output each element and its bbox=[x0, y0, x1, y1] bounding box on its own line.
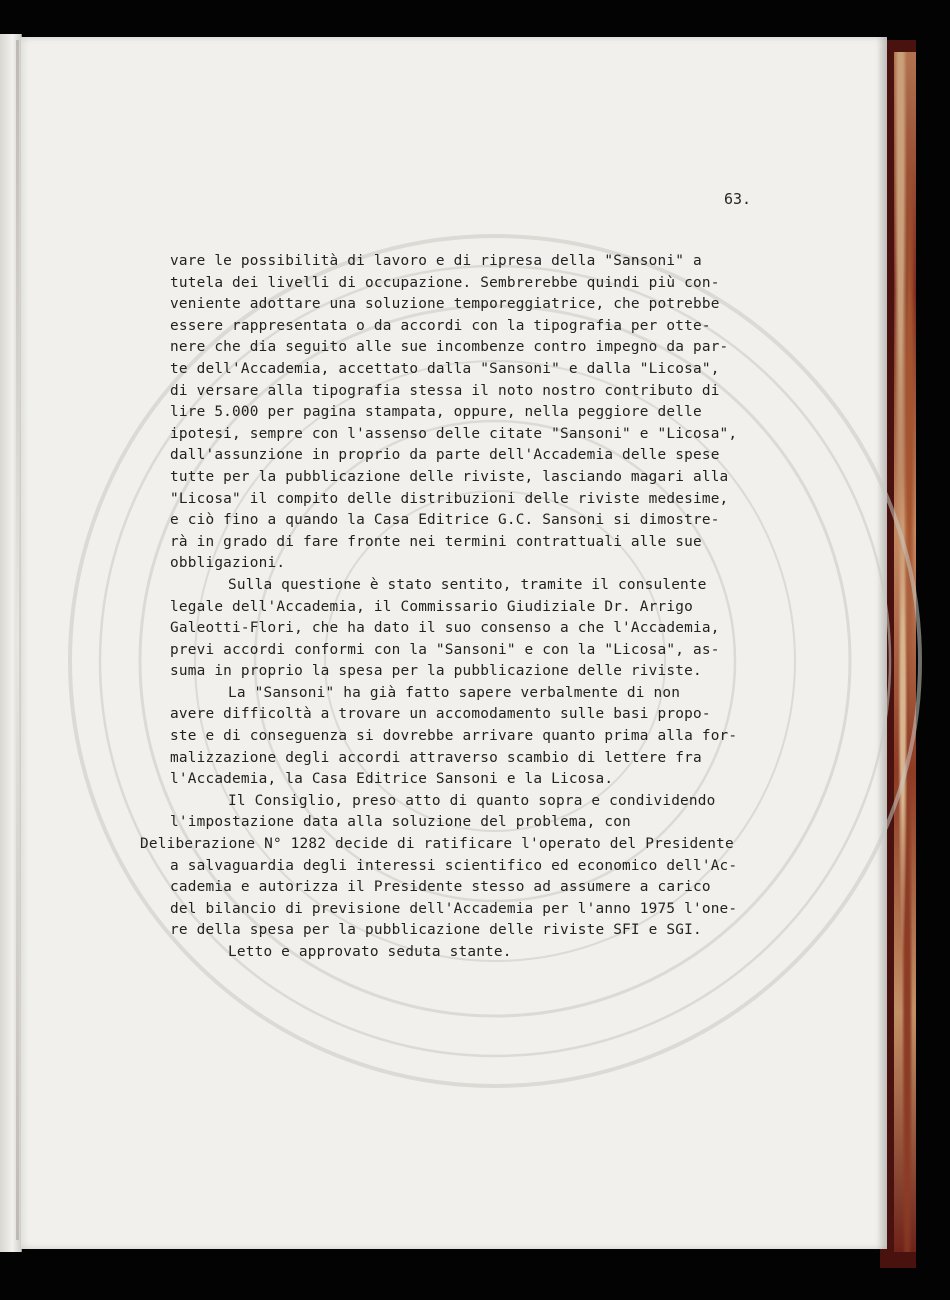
text-line: te dell'Accademia, accettato dalla "Sansoni" e dalla "Licosa", bbox=[170, 360, 720, 377]
text-line: lire 5.000 per pagina stampata, oppure, nella peggiore delle bbox=[170, 404, 702, 421]
text-line: legale dell'Accademia, il Commissario Giudiziale Dr. Arrigo bbox=[170, 598, 693, 615]
text-line: l'impostazione data alla soluzione del problema, con bbox=[170, 814, 631, 831]
text-line: essere rappresentata o da accordi con la tipografia per otte- bbox=[170, 317, 711, 334]
text-line: previ accordi conformi con la "Sansoni" e con la "Licosa", as- bbox=[170, 641, 720, 658]
text-line: ipotesi, sempre con l'assenso delle citate "Sansoni" e "Licosa", bbox=[170, 425, 738, 442]
text-line: obbligazioni. bbox=[170, 555, 286, 572]
text-line: veniente adottare una soluzione temporeggiatrice, che potrebbe bbox=[170, 296, 720, 313]
text-line: tutte per la pubblicazione delle riviste, lasciando magari alla bbox=[170, 468, 729, 485]
text-line: dall'assunzione in proprio da parte dell'Accademia delle spese bbox=[170, 447, 720, 464]
page-number: 63. bbox=[724, 190, 752, 208]
text-line: re della spesa per la pubblicazione delle riviste SFI e SGI. bbox=[170, 922, 702, 939]
page-gutter-shadow bbox=[877, 37, 887, 1249]
text-line: di versare alla tipografia stessa il noto nostro contributo di bbox=[170, 382, 720, 399]
body-text bbox=[140, 251, 810, 964]
text-line: ste e di conseguenza si dovrebbe arrivare quanto prima alla for- bbox=[170, 728, 738, 745]
text-line: malizzazione degli accordi attraverso scambio di lettere fra bbox=[170, 749, 702, 766]
text-line: a salvaguardia degli interessi scientifico ed economico dell'Ac- bbox=[170, 857, 738, 874]
text-line: e ciò fino a quando la Casa Editrice G.C. Sansoni si dimostre- bbox=[170, 512, 720, 529]
text-line: Il Consiglio, preso atto di quanto sopra e condividendo bbox=[228, 792, 716, 809]
text-line: cademia e autorizza il Presidente stesso ad assumere a carico bbox=[170, 879, 711, 896]
text-line: nere che dia seguito alle sue incombenze contro impegno da par- bbox=[170, 339, 729, 356]
text-line: l'Accademia, la Casa Editrice Sansoni e la Licosa. bbox=[170, 771, 614, 788]
text-line: Galeotti-Flori, che ha dato il suo consenso a che l'Accademia, bbox=[170, 620, 720, 637]
text-line: avere difficoltà a trovare un accomodamento sulle basi propo- bbox=[170, 706, 711, 723]
text-line: Sulla questione è stato sentito, tramite il consulente bbox=[228, 576, 707, 593]
left-page-fold bbox=[16, 40, 19, 1240]
text-line: "Licosa" il compito delle distribuzioni delle riviste medesime, bbox=[170, 490, 729, 507]
text-line: del bilancio di previsione dell'Accademia per l'anno 1975 l'one- bbox=[170, 900, 738, 917]
text-line: rà in grado di fare fronte nei termini contrattuali alle sue bbox=[170, 533, 702, 550]
text-line: vare le possibilità di lavoro e di ripresa della "Sansoni" a bbox=[170, 253, 702, 269]
text-line: suma in proprio la spesa per la pubblicazione delle riviste. bbox=[170, 663, 702, 680]
text-line: tutela dei livelli di occupazione. Sembrerebbe quindi più con- bbox=[170, 274, 720, 291]
text-line: Letto e approvato seduta stante. bbox=[228, 944, 512, 960]
text-line: La "Sansoni" ha già fatto sapere verbalmente di non bbox=[228, 684, 681, 701]
text-line: Deliberazione N° 1282 decide di ratificare l'operato del Presidente bbox=[140, 836, 734, 853]
marbled-endpaper bbox=[894, 52, 916, 1252]
